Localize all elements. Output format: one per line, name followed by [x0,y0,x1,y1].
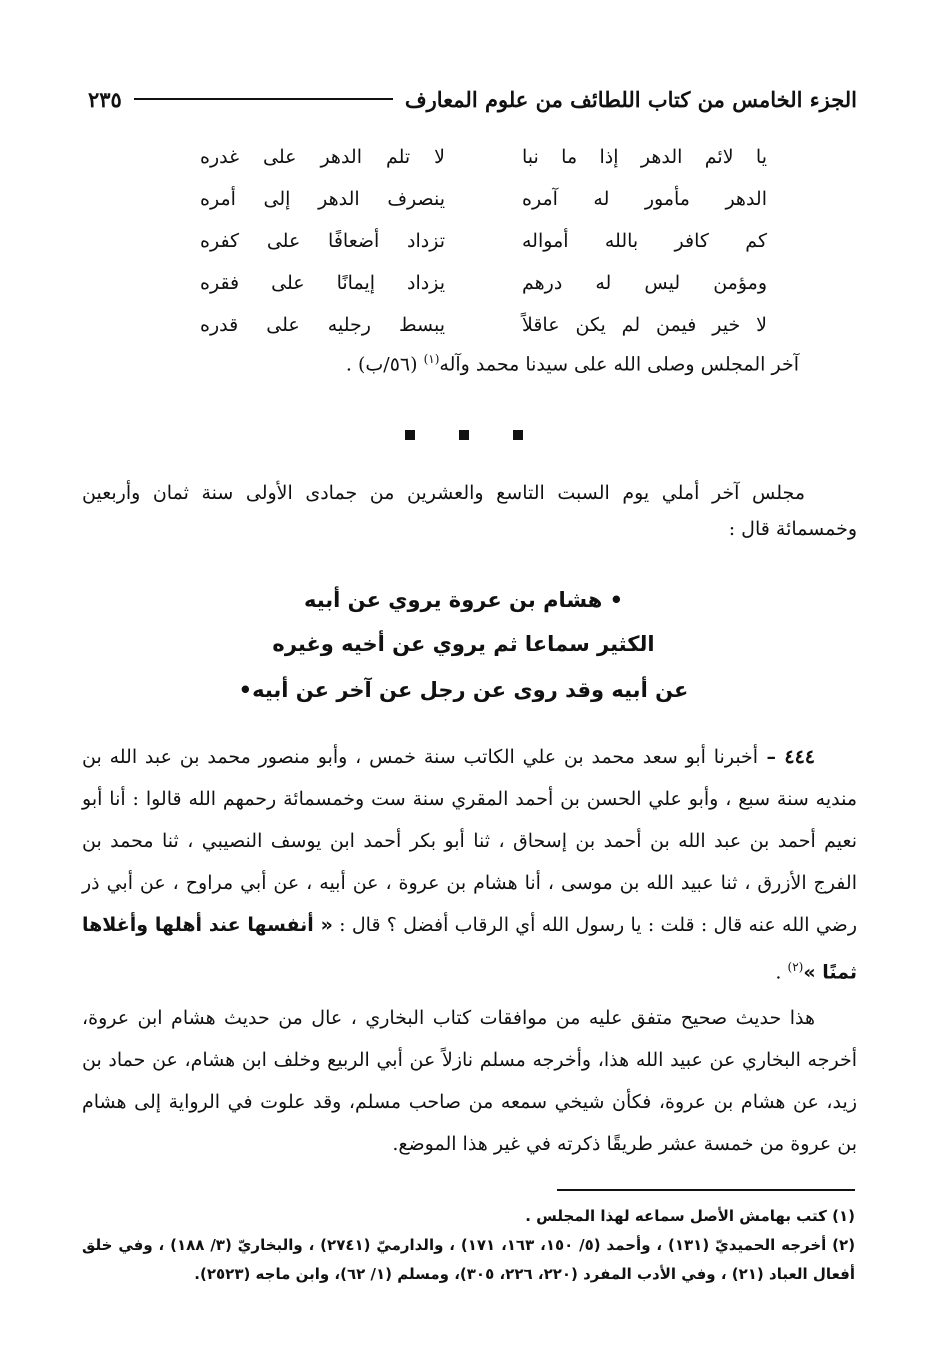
hadith-tail: . [775,961,788,984]
poem-sadr: الدهر مأمور له آمره [522,188,767,210]
page-number: ٢٣٥ [88,86,122,112]
poem-sadr: يا لائم الدهر إذا ما نبا [522,146,767,168]
poem-ajuz: يبسط رجليه على قدره [200,314,445,336]
header-title: الجزء الخامس من كتاب اللطائف من علوم المعارف [404,86,857,112]
section-separator [0,430,927,440]
footnote-rule [557,1189,855,1191]
poem-sadr: ومؤمن ليس له درهم [522,272,767,294]
footnote-ref-1: (١) [423,352,440,366]
hadith-quote: « أنفسها عند أهلها وأغلاها ثمنًا » [82,914,857,984]
poem-verse [200,178,767,220]
hadith-text: أخبرنا أبو سعد محمد بن علي الكاتب سنة خمس ، وأبو منصور محمد بن عبد الله بن منديه سنة سبع ، وأبو علي الحسن بن أحمد المقري سنة ست وخمسمائة رحمهم الله قالوا : أنا أبو نعيم أحمد بن عبد الله بن أحمد بن إسحاق ، ثنا أبو بكر أحمد ابن يوسف النصيبي ، ثنا محمد بن الفرج الأزرق ، ثنا عبيد الله بن موسى ، أنا هشام بن عروة ، عن أبيه ، عن أبي مراوح ، عن أبي ذر رضي الله عنه قال : قلت : يا رسول الله أي الرقاب أفضل ؟ قال : [82,746,857,936]
running-header [88,82,857,116]
chapter-heading-line-2: الكثير سماعا ثم يروي عن أخيه وغيره [272,632,655,656]
session-end-text: آخر المجلس وصلى الله على سيدنا محمد وآله [439,353,799,376]
hadith-paragraph [82,736,857,993]
poem-ajuz: لا تلم الدهر على غدره [200,146,445,168]
session-end-line [346,352,799,375]
session-intro: مجلس آخر أملي يوم السبت التاسع والعشرين من جمادى الأولى سنة ثمان وأربعين وخمسمائة قال : [82,482,857,540]
footnote: (٢) أخرجه الحميديّ (١٣١) ، وأحمد (٥/ ١٥٠، ١٦٣، ١٧١) ، والدارميّ (٢٧٤١) ، والبخاريّ (٣/ ١٨٨) ، وفي خلق أفعال العباد (٢١) ، وفي الأدب المفرد (٢٢٠، ٢٢٦، ٣٠٥)، ومسلم (١/ ٦٢)، وابن ماجه (٢٥٢٣). [82,1236,856,1283]
footnote-ref-2: (٢) [787,960,804,974]
chapter-heading-line-1: • هشام بن عروة يروي عن أبيه [303,588,624,612]
poem-ajuz: يزداد إيمانًا على فقره [200,272,445,294]
separator-square [405,430,415,440]
separator-square [513,430,523,440]
poem-sadr: كم كافر بالله أمواله [522,230,767,252]
poem-ajuz: ينصرف الدهر إلى أمره [200,188,445,210]
poem-verse [200,262,767,304]
footnote: (١) كتب بهامش الأصل سماعه لهذا المجلس . [525,1207,855,1225]
poem-ajuz: تزداد أضعافًا على كفره [200,230,445,252]
commentary-paragraph: هذا حديث صحيح متفق عليه من موافقات كتاب البخاري ، عال من حديث هشام ابن عروة، أخرجه البخاري عن عبيد الله هذا، وأخرجه مسلم نازلاً عن أبي الربيع وخلف ابن هشام، عن حماد بن زيد، عن هشام بن عروة، فكأن شيخي سمعه من صاحب مسلم، وقد علوت في الرواية إلى هشام بن عروة من خمسة عشر طريقًا ذكرته في غير هذا الموضع. [82,1007,857,1155]
poem-verse [200,136,767,178]
folio-ref: (٥٦/ب) . [345,353,424,376]
poem-sadr: لا خير فيمن لم يكن عاقلاً [522,314,767,336]
poem-verse [200,304,767,346]
hadith-number: ٤٤٤ – [758,746,816,768]
poem [200,136,767,346]
chapter-heading-line-3: عن أبيه وقد روى عن رجل عن آخر عن أبيه• [238,678,689,702]
poem-verse [200,220,767,262]
separator-square [459,430,469,440]
footnotes [82,1202,855,1289]
header-rule [134,98,393,100]
